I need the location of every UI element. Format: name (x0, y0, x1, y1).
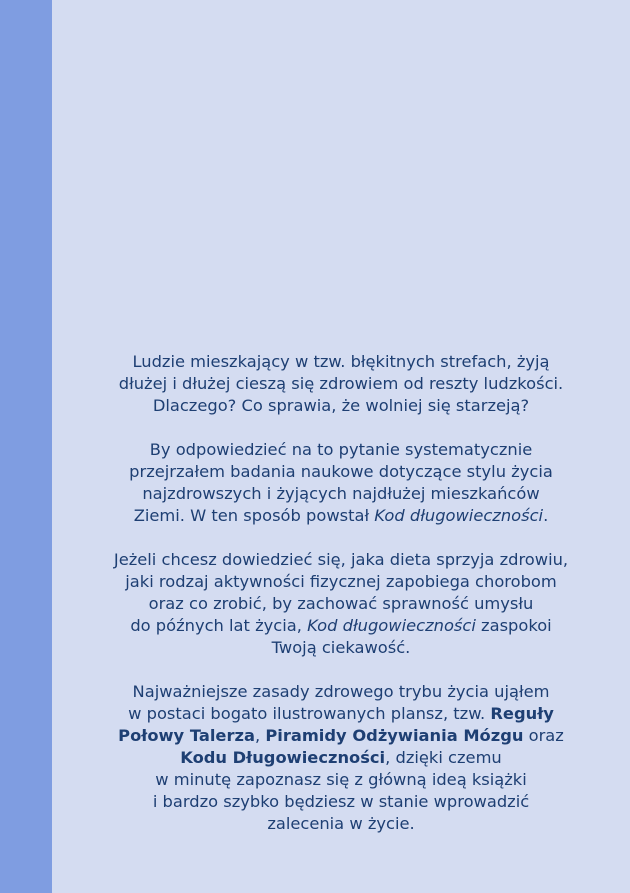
book-title: Kod długowieczności (374, 506, 544, 525)
text-line: w minutę zapoznasz się z główną ideą książki (155, 770, 527, 789)
text-line: Twoją ciekawość. (271, 638, 411, 657)
back-cover-blurb (52, 351, 630, 857)
highlight-term: Reguły (490, 704, 554, 723)
paragraph-intro (52, 351, 630, 417)
highlight-term: Kodu Długowieczności (180, 748, 386, 767)
cover-side-strip (0, 0, 52, 893)
text-line: oraz co zrobić, by zachować sprawność umysłu (148, 594, 534, 613)
text-line: Najważniejsze zasady zdrowego trybu życia ująłem (132, 682, 550, 701)
text-line: Jeżeli chcesz dowiedzieć się, jaka dieta sprzyja zdrowiu, (113, 550, 569, 569)
text-line: przejrzałem badania naukowe dotyczące stylu życia (129, 462, 553, 481)
text-line: Ziemi. W ten sposób powstał Kod długowieczności. (133, 506, 549, 525)
text-line: do późnych lat życia, Kod długowieczności zaspokoi (130, 616, 552, 635)
text-line: zalecenia w życie. (267, 814, 415, 833)
highlight-term: Piramidy Odżywiania Mózgu (265, 726, 524, 745)
text-line: w postaci bogato ilustrowanych plansz, tzw. Reguły (128, 704, 554, 723)
text-line: dłużej i dłużej cieszą się zdrowiem od reszty ludzkości. (118, 374, 564, 393)
text-line: jaki rodzaj aktywności fizycznej zapobiega chorobom (125, 572, 557, 591)
text-line: i bardzo szybko będziesz w stanie wprowadzić (152, 792, 530, 811)
text-line: Połowy Talerza, Piramidy Odżywiania Mózgu oraz (118, 726, 564, 745)
paragraph-benefits (52, 549, 630, 659)
text-line: Kodu Długowieczności, dzięki czemu (180, 748, 502, 767)
highlight-term: Połowy Talerza (118, 726, 255, 745)
paragraph-research (52, 439, 630, 527)
text-line: Ludzie mieszkający w tzw. błękitnych strefach, żyją (132, 352, 550, 371)
text-line: najzdrowszych i żyjących najdłużej mieszkańców (142, 484, 540, 503)
book-title: Kod długowieczności (307, 616, 476, 635)
paragraph-rules (52, 681, 630, 835)
text-line: By odpowiedzieć na to pytanie systematycznie (149, 440, 533, 459)
text-line: Dlaczego? Co sprawia, że wolniej się starzeją? (152, 396, 530, 415)
